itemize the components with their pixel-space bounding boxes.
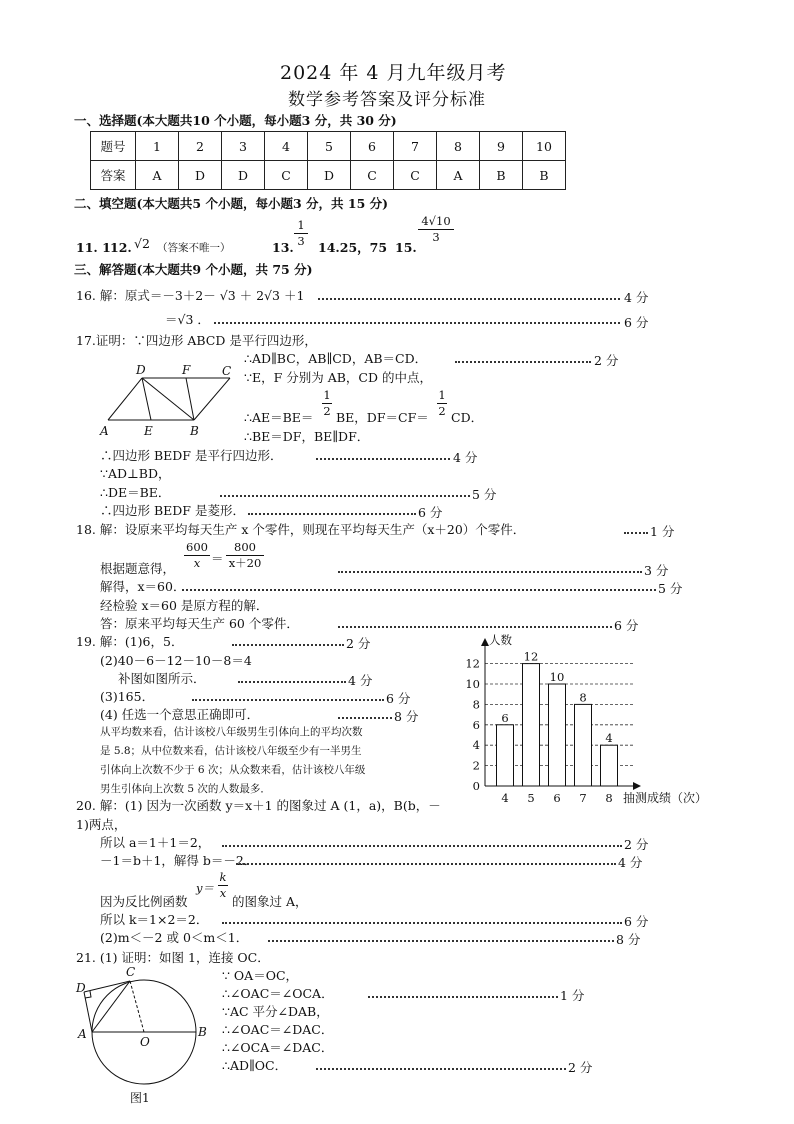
table-cell: 4 bbox=[265, 132, 308, 161]
table-cell: B bbox=[523, 161, 566, 190]
fraction-numerator: 4√10 bbox=[421, 214, 451, 228]
bar-chart bbox=[455, 632, 725, 812]
point-label-e: E bbox=[144, 424, 153, 438]
score-label: 4 分 bbox=[348, 673, 373, 688]
q19-line2: (2)40－6－12－10－8＝4 bbox=[100, 653, 252, 668]
leader-dots bbox=[214, 322, 620, 324]
q19-para4: 男生引体向上次数 5 次的人数最多． bbox=[100, 783, 271, 795]
y-tick-label: 6 bbox=[472, 717, 480, 732]
score-label: 1 分 bbox=[650, 524, 675, 539]
q17-line4c: CD． bbox=[451, 410, 484, 425]
fraction-denominator: 2 bbox=[323, 403, 331, 418]
score-label: 2 分 bbox=[594, 353, 619, 368]
q17-line9: ∴四边形 BEDF 是菱形． bbox=[100, 503, 245, 518]
table-cell: 10 bbox=[523, 132, 566, 161]
answer-12-label: 12. bbox=[110, 240, 132, 255]
leader-dots bbox=[318, 298, 620, 300]
y-tick-label: 10 bbox=[465, 677, 480, 691]
q17-line4b: BE，DF＝CF＝ bbox=[336, 410, 429, 425]
x-axis-label: 抽测成绩（次） bbox=[623, 791, 708, 805]
q17-line2: ∴AD∥BC，AB∥CD，AB＝CD． bbox=[244, 351, 428, 366]
table-cell: 6 bbox=[351, 132, 394, 161]
inverse-y-label: y＝ bbox=[196, 881, 214, 895]
bar-8 bbox=[601, 745, 618, 786]
data-label: 12 bbox=[523, 649, 539, 664]
table-cell: C bbox=[265, 161, 308, 190]
table-cell: C bbox=[351, 161, 394, 190]
fraction-numerator: 1 bbox=[323, 388, 331, 402]
q17-line5: ∴BE＝DF，BE∥DF． bbox=[244, 429, 370, 444]
point-label-b: B bbox=[190, 424, 199, 438]
leader-dots bbox=[220, 495, 470, 497]
score-label: 1 分 bbox=[560, 988, 585, 1003]
q20-line7: (2)m＜－2 或 0＜m＜1． bbox=[100, 930, 249, 945]
q19-line1: 19. 解：(1)6，5． bbox=[76, 634, 184, 649]
q17-line4a: ∴AE＝BE＝ bbox=[244, 410, 314, 425]
leader-dots bbox=[222, 845, 622, 847]
score-label: 2 分 bbox=[346, 636, 371, 651]
fraction-denominator: 3 bbox=[297, 233, 305, 248]
leader-dots bbox=[222, 922, 622, 924]
fraction-denominator: 3 bbox=[432, 229, 440, 244]
fraction-denominator: 2 bbox=[438, 403, 446, 418]
leader-dots bbox=[238, 681, 346, 683]
leader-dots bbox=[338, 571, 642, 573]
table-cell: 1 bbox=[136, 132, 179, 161]
q20-line1: 20. 解：(1) 因为一次函数 y＝x＋1 的图象过 A (1，a)，B(b，－ bbox=[76, 798, 441, 813]
score-label: 6 分 bbox=[418, 505, 443, 520]
bar-6 bbox=[549, 684, 566, 786]
point-label-d: D bbox=[76, 981, 86, 995]
table-head-cell: 题号 bbox=[91, 132, 136, 161]
q19-line5: (4) 任选一个意思正确即可． bbox=[100, 707, 260, 722]
table-cell: 7 bbox=[394, 132, 437, 161]
circle-figure bbox=[72, 962, 220, 1108]
score-label: 8 分 bbox=[394, 709, 419, 724]
score-label: 2 分 bbox=[568, 1060, 593, 1075]
parallelogram-figure bbox=[96, 362, 246, 440]
y-axis-label: 人数 bbox=[489, 633, 512, 647]
section1-heading: 一、选择题(本大题共10 个小题，每小题3 分，共 30 分) bbox=[74, 113, 397, 128]
answer-14: 14.25，75 bbox=[318, 240, 388, 255]
x-tick-label: 5 bbox=[527, 791, 535, 805]
q20-line3: 所以 a＝1＋1＝2， bbox=[100, 835, 211, 850]
q20-line2: 1)两点， bbox=[76, 817, 127, 832]
q19-para2: 是 5.8；从中位数来看，估计该校八年级至少有一半男生 bbox=[100, 745, 362, 757]
y-tick-label: 8 bbox=[472, 697, 480, 712]
k-over-x-fraction bbox=[218, 871, 228, 899]
q21-line1: 21. (1) 证明：如图 1，连接 OC． bbox=[76, 950, 270, 965]
score-label: 5 分 bbox=[658, 581, 683, 596]
answer-12-note: （答案不唯一） bbox=[157, 242, 231, 254]
table-cell: 2 bbox=[179, 132, 222, 161]
table-row bbox=[91, 132, 566, 161]
q18-line4: 经检验 x＝60 是原方程的解． bbox=[100, 598, 269, 613]
q17-line6: ∴四边形 BEDF 是平行四边形． bbox=[100, 448, 283, 463]
table-cell: 5 bbox=[308, 132, 351, 161]
leader-dots bbox=[268, 940, 614, 942]
q19-para1: 从平均数来看，估计该校八年级男生引体向上的平均次数 bbox=[100, 726, 363, 738]
table-cell: B bbox=[480, 161, 523, 190]
answer-15-fraction bbox=[418, 215, 454, 243]
q21-line5: ∴∠OAC＝∠DAC． bbox=[222, 1022, 334, 1037]
fraction-numerator: 1 bbox=[297, 218, 305, 232]
score-label: 6 分 bbox=[624, 914, 649, 929]
q19-line4: (3)165． bbox=[100, 689, 155, 704]
leader-dots bbox=[338, 717, 392, 719]
q18-line1: 18. 解：设原来平均每天生产 x 个零件，则现在平均每天生产（x＋20）个零件． bbox=[76, 522, 526, 537]
fraction-numerator: 800 bbox=[234, 540, 256, 554]
q17-line8: ∴DE＝BE． bbox=[100, 485, 171, 500]
point-label-b: B bbox=[198, 1025, 207, 1039]
answer-table bbox=[90, 131, 566, 190]
table-cell: A bbox=[437, 161, 480, 190]
y-tick-label: 4 bbox=[472, 738, 480, 753]
fraction-numerator: 600 bbox=[186, 540, 208, 554]
q16-line2: ＝√3 ． bbox=[165, 312, 210, 327]
half-fraction bbox=[322, 389, 332, 417]
y-axis-arrow-icon bbox=[481, 638, 489, 646]
leader-dots bbox=[338, 626, 612, 628]
equation-right-fraction bbox=[226, 541, 264, 569]
leader-dots bbox=[192, 699, 384, 701]
bar-4 bbox=[497, 725, 514, 786]
y-tick-label: 12 bbox=[465, 656, 480, 671]
point-label-a: A bbox=[100, 424, 109, 438]
page-subtitle: 数学参考答案及评分标准 bbox=[288, 90, 486, 110]
q17-line7: ∵AD⊥BD， bbox=[100, 466, 171, 481]
y-tick-label: 2 bbox=[472, 758, 480, 773]
leader-dots bbox=[368, 996, 558, 998]
q18-line3: 解得，x＝60． bbox=[100, 579, 186, 594]
answer-13-fraction bbox=[294, 219, 308, 247]
equation-equals: ＝ bbox=[211, 551, 224, 566]
point-label-c: C bbox=[222, 364, 232, 378]
q20-line5b: 的图象过 A， bbox=[232, 894, 308, 909]
q17-line3: ∵E，F 分别为 AB，CD 的中点， bbox=[244, 370, 432, 385]
line-fb bbox=[186, 378, 194, 420]
point-label-f: F bbox=[182, 363, 191, 377]
data-label: 6 bbox=[501, 710, 509, 725]
fraction-numerator: 1 bbox=[438, 388, 446, 402]
q21-line7: ∴AD∥OC． bbox=[222, 1058, 288, 1073]
q19-line3: 补图如图所示． bbox=[118, 671, 206, 686]
point-label-d: D bbox=[136, 363, 146, 377]
score-label: 4 分 bbox=[618, 855, 643, 870]
figure-caption: 图1 bbox=[130, 1091, 150, 1105]
bar-5 bbox=[523, 664, 540, 786]
leader-dots bbox=[232, 644, 344, 646]
q20-line5a: 因为反比例函数 bbox=[100, 894, 188, 909]
q21-line4: ∵AC 平分∠DAB， bbox=[222, 1004, 329, 1019]
leader-dots bbox=[182, 589, 656, 591]
page-title: 2024 年 4 月九年级月考 bbox=[280, 62, 507, 84]
point-label-c: C bbox=[126, 965, 136, 979]
leader-dots bbox=[624, 532, 648, 534]
point-label-a: A bbox=[78, 1027, 87, 1041]
q21-line2: ∵ OA＝OC， bbox=[222, 968, 299, 983]
x-tick-label: 6 bbox=[553, 791, 561, 805]
q20-line6: 所以 k＝1×2＝2． bbox=[100, 912, 209, 927]
table-row bbox=[91, 161, 566, 190]
answer-12-value: √2 bbox=[134, 236, 150, 251]
answer-11: 11. 1 bbox=[76, 240, 111, 255]
table-cell: 8 bbox=[437, 132, 480, 161]
leader-dots bbox=[236, 863, 616, 865]
score-label: 2 分 bbox=[624, 837, 649, 852]
score-label: 6 分 bbox=[614, 618, 639, 633]
table-head-cell: 答案 bbox=[91, 161, 136, 190]
score-label: 6 分 bbox=[624, 315, 649, 330]
x-tick-label: 4 bbox=[501, 791, 509, 805]
table-cell: D bbox=[308, 161, 351, 190]
half-fraction bbox=[437, 389, 447, 417]
score-label: 4 分 bbox=[453, 450, 478, 465]
x-tick-label: 7 bbox=[579, 791, 587, 805]
section2-heading: 二、填空题(本大题共5 个小题，每小题3 分，共 15 分) bbox=[74, 196, 389, 211]
x-axis-arrow-icon bbox=[633, 782, 641, 790]
section3-heading: 三、解答题(本大题共9 个小题，共 75 分) bbox=[74, 262, 313, 277]
answer-15-label: 15. bbox=[395, 240, 417, 255]
score-label: 6 分 bbox=[386, 691, 411, 706]
data-label: 10 bbox=[549, 670, 565, 684]
data-label: 4 bbox=[605, 731, 613, 746]
q18-line5: 答：原来平均每天生产 60 个零件． bbox=[100, 616, 299, 631]
segment-oc bbox=[130, 981, 144, 1032]
leader-dots bbox=[248, 513, 416, 515]
y-tick-label: 0 bbox=[472, 779, 480, 793]
leader-dots bbox=[316, 458, 450, 460]
q17-line1: 17.证明：∵四边形 ABCD 是平行四边形， bbox=[76, 333, 317, 348]
line-bc bbox=[194, 378, 230, 420]
q21-line6: ∴∠OCA＝∠DAC． bbox=[222, 1040, 334, 1055]
table-cell: 9 bbox=[480, 132, 523, 161]
fraction-numerator: k bbox=[219, 870, 227, 884]
table-cell: 3 bbox=[222, 132, 265, 161]
data-label: 8 bbox=[579, 690, 587, 705]
score-label: 5 分 bbox=[472, 487, 497, 502]
bar-7 bbox=[575, 704, 592, 786]
leader-dots bbox=[316, 1068, 566, 1070]
table-cell: C bbox=[394, 161, 437, 190]
fraction-denominator: x＋20 bbox=[228, 555, 262, 570]
score-label: 3 分 bbox=[644, 563, 669, 578]
line-ad bbox=[108, 378, 142, 420]
point-label-o: O bbox=[140, 1035, 150, 1049]
fraction-denominator: x bbox=[193, 555, 201, 570]
leader-dots bbox=[455, 361, 591, 363]
score-label: 4 分 bbox=[624, 290, 649, 305]
table-cell: A bbox=[136, 161, 179, 190]
q19-para3: 引体向上次数不少于 6 次；从众数来看，估计该校八年级 bbox=[100, 764, 366, 776]
fraction-denominator: x bbox=[219, 885, 227, 900]
table-cell: D bbox=[179, 161, 222, 190]
table-cell: D bbox=[222, 161, 265, 190]
equation-left-fraction bbox=[184, 541, 210, 569]
q16-line1: 16. 解：原式＝－3＋2－ √3 ＋ 2√3 ＋1 bbox=[76, 288, 305, 303]
answer-13-label: 13. bbox=[272, 240, 294, 255]
x-tick-label: 8 bbox=[605, 791, 613, 805]
score-label: 8 分 bbox=[616, 932, 641, 947]
q18-line2: 根据题意得， bbox=[100, 561, 176, 576]
q20-line4: －1＝b＋1，解得 b＝－2． bbox=[100, 853, 257, 868]
q21-line3: ∴∠OAC＝∠OCA． bbox=[222, 986, 334, 1001]
